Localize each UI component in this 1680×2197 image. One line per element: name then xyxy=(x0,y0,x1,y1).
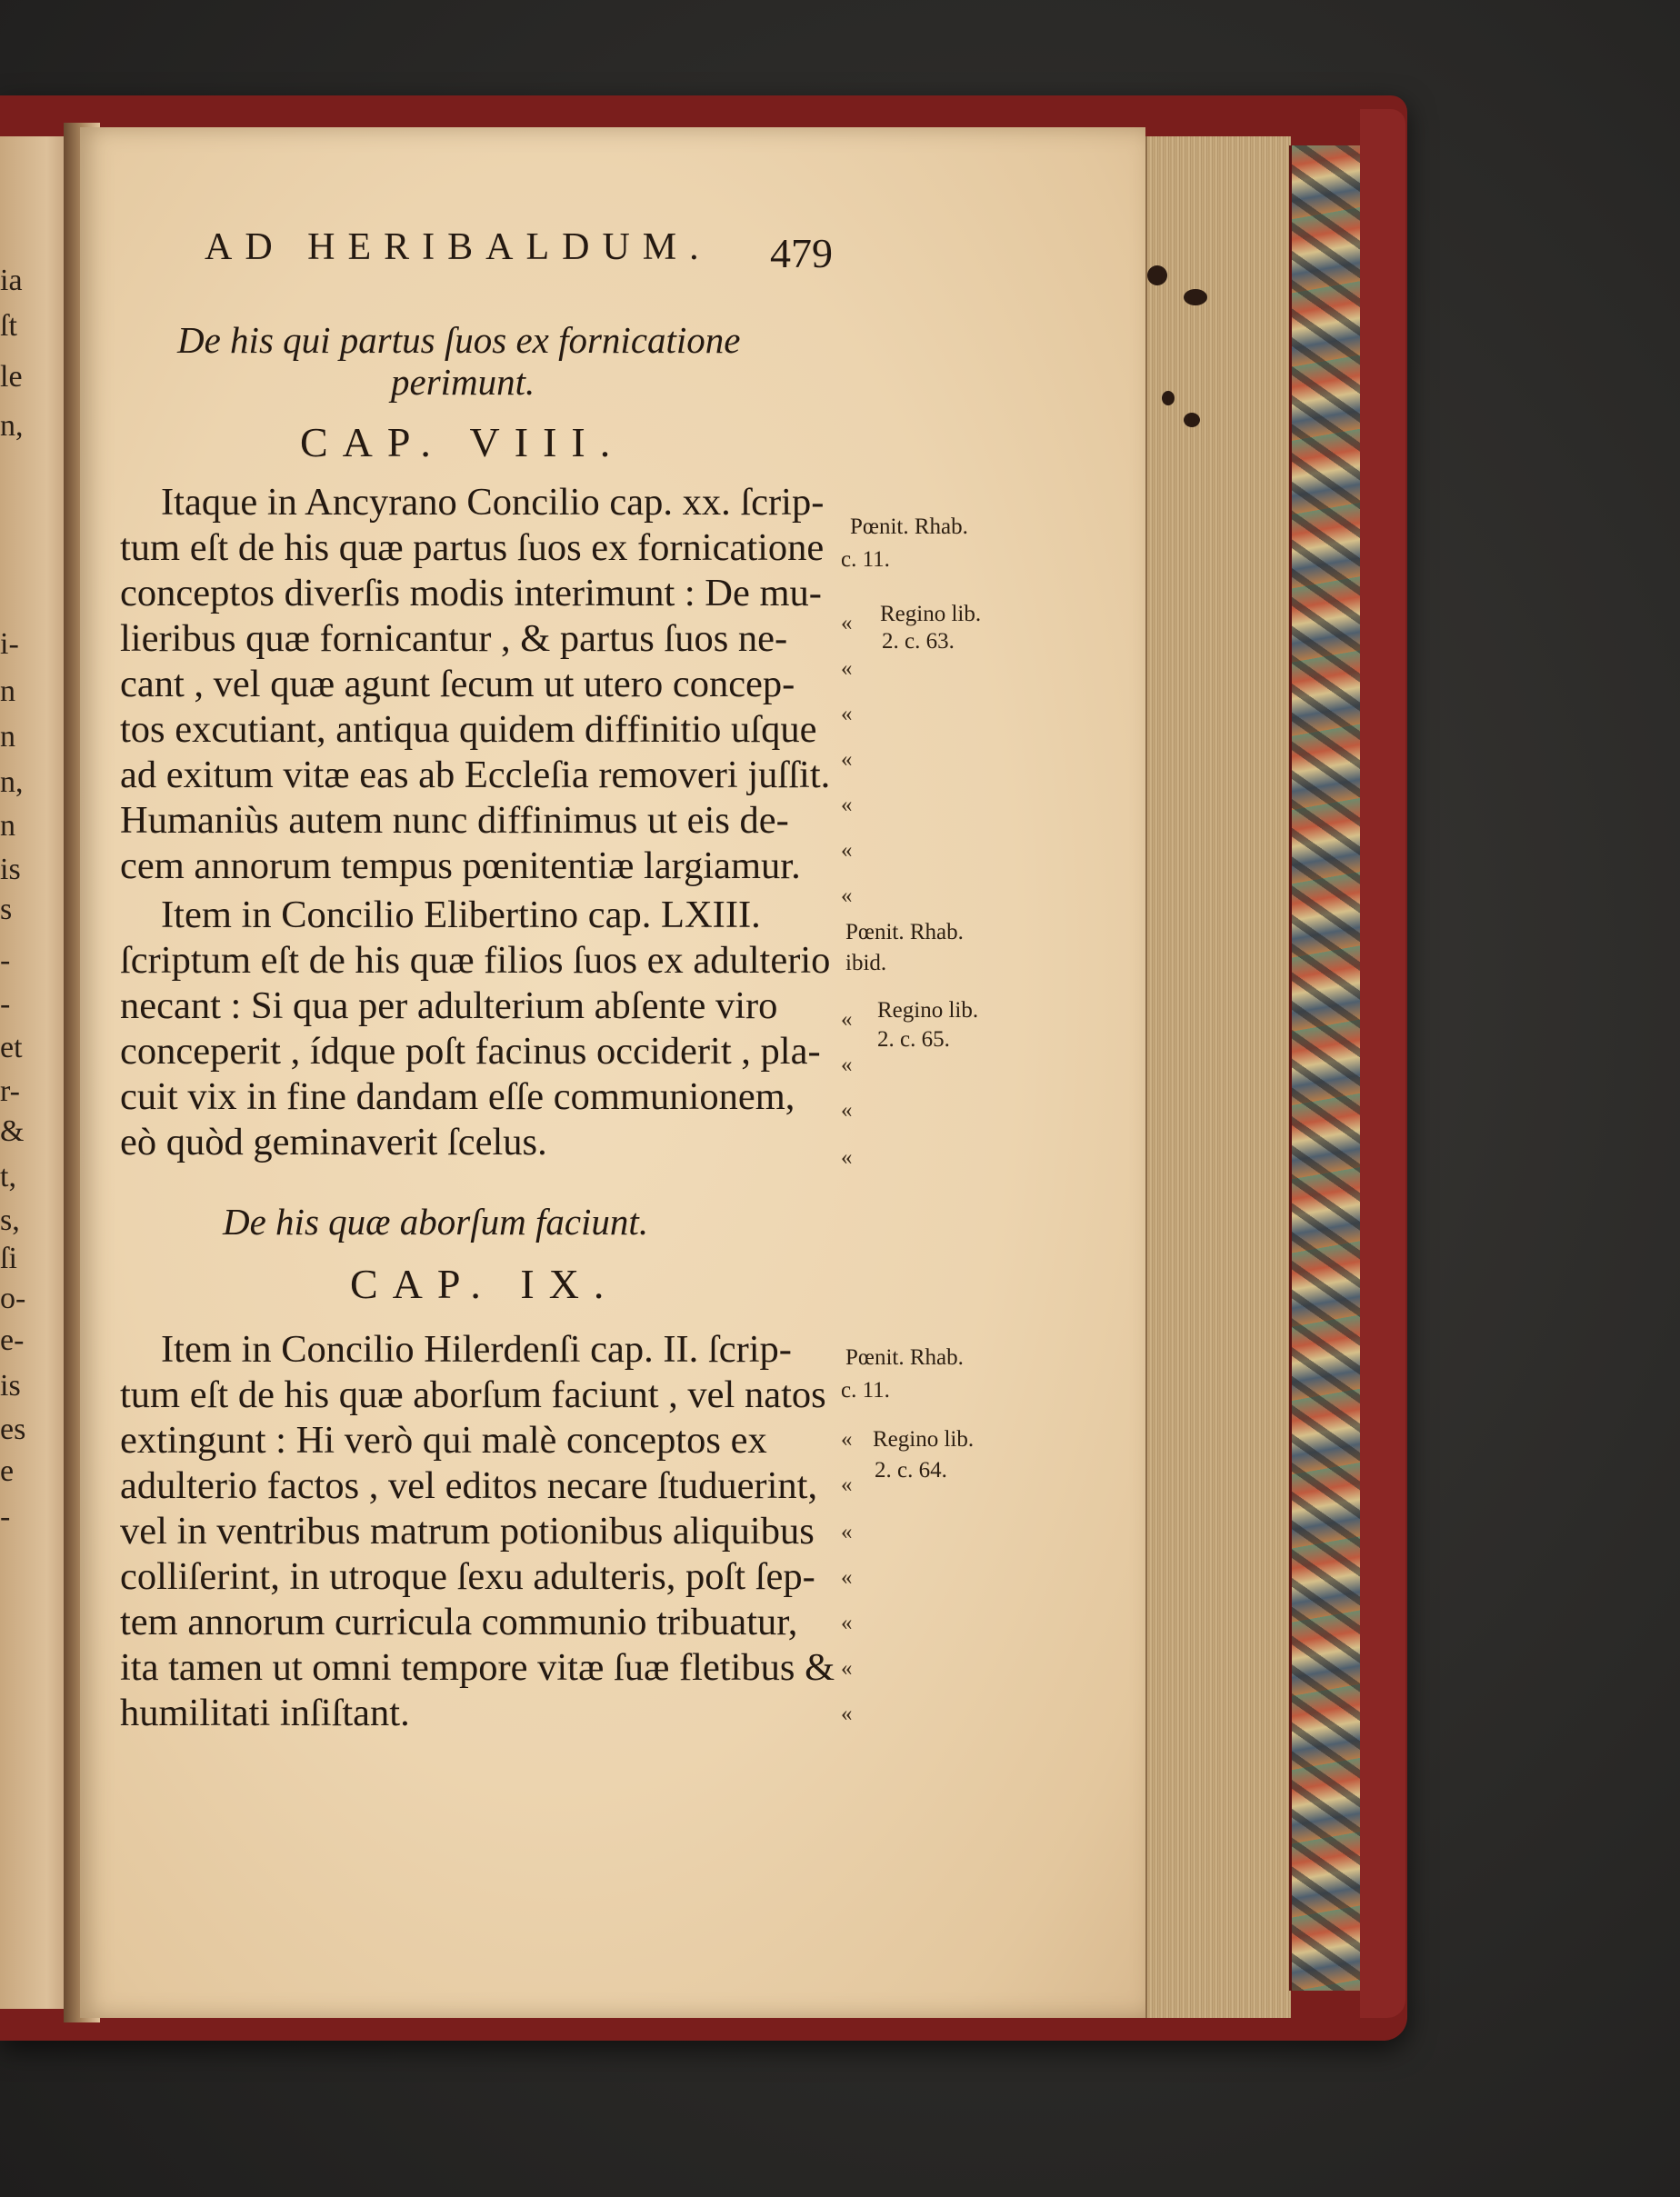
left-page-fragment: le xyxy=(0,360,23,394)
left-page-fragment: ſt xyxy=(0,309,17,343)
quote-mark: « xyxy=(841,656,853,681)
quote-mark: « xyxy=(841,1702,853,1726)
text-line: ſcriptum eſt de his quæ filios ſuos ex adulterio xyxy=(120,939,831,982)
margin-note: c. 11. xyxy=(841,1378,890,1403)
left-page-fragment: - xyxy=(0,987,11,1021)
margin-note: Regino lib. xyxy=(880,602,982,626)
marbled-edge xyxy=(1289,145,1363,1991)
margin-note: Regino lib. xyxy=(877,998,979,1023)
quote-mark: « xyxy=(841,1565,853,1590)
quote-mark: « xyxy=(841,1520,853,1544)
margin-note: 2. c. 64. xyxy=(875,1458,947,1483)
text-line: colliſerint, in utroque ſexu adulteris, poſt ſep- xyxy=(120,1555,815,1598)
left-page-fragment: s xyxy=(0,893,13,926)
quote-mark: « xyxy=(841,702,853,726)
text-line: Item in Concilio Elibertino cap. LXIII. xyxy=(161,894,761,936)
margin-note: c. 11. xyxy=(841,547,890,572)
left-page-fragment: n xyxy=(0,674,15,708)
left-page-fragment: ia xyxy=(0,264,23,297)
text-line: tum eſt de his quæ aborſum faciunt , vel natos xyxy=(120,1373,826,1416)
quote-mark: « xyxy=(841,1656,853,1681)
quote-mark: « xyxy=(841,793,853,817)
ink-stain xyxy=(1184,413,1200,427)
text-line: extingunt : Hi verò qui malè conceptos ex xyxy=(120,1419,767,1462)
left-page-fragment: es xyxy=(0,1413,26,1446)
left-page-fragment: & xyxy=(0,1114,25,1148)
left-page-fragment: t, xyxy=(0,1160,16,1193)
text-line: cuit vix in fine dandam eſſe communionem, xyxy=(120,1075,795,1118)
left-page-fragment: ſi xyxy=(0,1242,17,1275)
left-page-fragment: r- xyxy=(0,1074,20,1108)
quote-mark: « xyxy=(841,747,853,772)
left-page-fragment: - xyxy=(0,944,11,977)
quote-mark: « xyxy=(841,1145,853,1170)
left-page-fragment: is xyxy=(0,1369,21,1403)
margin-note: Pœnit. Rhab. xyxy=(845,920,964,944)
text-line: adulterio factos , vel editos necare ſtuduerint, xyxy=(120,1464,818,1507)
text-line: cem annorum tempus pœnitentiæ largiamur. xyxy=(120,844,801,887)
quote-mark: « xyxy=(841,884,853,908)
text-line: lieribus quæ fornicantur , & partus ſuos ne- xyxy=(120,617,788,660)
text-line: Humaniùs autem nunc diffinimus ut eis de- xyxy=(120,799,789,842)
page-number: 479 xyxy=(770,230,833,276)
text-line: eò quòd geminaverit ſcelus. xyxy=(120,1121,547,1163)
quote-mark: « xyxy=(841,1427,853,1452)
page-block-edges xyxy=(1145,136,1291,2018)
chapter8-title-line2: perimunt. xyxy=(391,361,535,403)
chapter8-title-line1: De his qui partus ſuos ex fornicatione xyxy=(177,319,741,361)
text-line: tos excutiant, antiqua quidem diffinitio uſque xyxy=(120,708,817,751)
left-page-fragment: is xyxy=(0,853,21,886)
quote-mark: « xyxy=(841,1098,853,1123)
text-line: tem annorum curricula communio tribuatur, xyxy=(120,1601,798,1643)
chapter9-heading: CAP. IX. xyxy=(350,1261,619,1307)
chapter9-title: De his quæ aborſum faciunt. xyxy=(223,1201,649,1243)
quote-mark: « xyxy=(841,1053,853,1077)
text-line: necant : Si qua per adulterium abſente viro xyxy=(120,984,778,1027)
ink-stain xyxy=(1184,289,1207,305)
cover-edge xyxy=(1360,109,1405,2018)
text-line: Itaque in Ancyrano Concilio cap. xx. ſcrip- xyxy=(161,481,825,524)
left-page-fragment: o- xyxy=(0,1282,26,1315)
text-line: conceperit , ídque poſt facinus occiderit , pla- xyxy=(120,1030,821,1073)
text-line: Item in Concilio Hilerdenſi cap. II. ſcrip- xyxy=(161,1328,792,1371)
left-page-fragment: s, xyxy=(0,1203,20,1237)
ink-stain xyxy=(1162,391,1175,405)
text-line: humilitati inſiſtant. xyxy=(120,1692,410,1734)
ink-stain xyxy=(1147,265,1167,285)
text-line: cant , vel quæ agunt ſecum ut utero concep- xyxy=(120,663,795,705)
margin-note: Regino lib. xyxy=(873,1427,975,1452)
margin-note: 2. c. 63. xyxy=(882,629,955,654)
running-head: AD HERIBALDUM. xyxy=(205,226,712,268)
margin-note: Pœnit. Rhab. xyxy=(845,1345,964,1370)
quote-mark: « xyxy=(841,838,853,863)
text-line: conceptos diverſis modis interimunt : De mu- xyxy=(120,572,822,614)
left-page-fragment: n, xyxy=(0,765,24,799)
left-page-fragment: n xyxy=(0,720,15,754)
left-page-fragment: i- xyxy=(0,627,19,661)
left-page-fragment: e xyxy=(0,1454,15,1488)
left-page-fragment: - xyxy=(0,1500,11,1533)
left-page-fragment: e- xyxy=(0,1323,25,1357)
margin-note: ibid. xyxy=(845,951,887,975)
text-line: vel in ventribus matrum potionibus aliquibus xyxy=(120,1510,815,1553)
quote-mark: « xyxy=(841,1007,853,1032)
quote-mark: « xyxy=(841,1611,853,1635)
text-line: ad exitum vitæ eas ab Eccleſia removeri juſſit. xyxy=(120,754,831,796)
chapter8-heading: CAP. VIII. xyxy=(300,419,625,465)
margin-note: 2. c. 65. xyxy=(877,1027,950,1052)
text-line: tum eſt de his quæ partus ſuos ex fornicatione xyxy=(120,526,825,569)
left-page-fragment: n xyxy=(0,809,15,843)
quote-mark: « xyxy=(841,611,853,635)
quote-mark: « xyxy=(841,1473,853,1497)
left-page-fragment: et xyxy=(0,1031,23,1064)
left-page-fragment: n, xyxy=(0,409,24,443)
text-line: ita tamen ut omni tempore vitæ ſuæ fletibus & xyxy=(120,1646,835,1689)
margin-note: Pœnit. Rhab. xyxy=(850,514,968,539)
